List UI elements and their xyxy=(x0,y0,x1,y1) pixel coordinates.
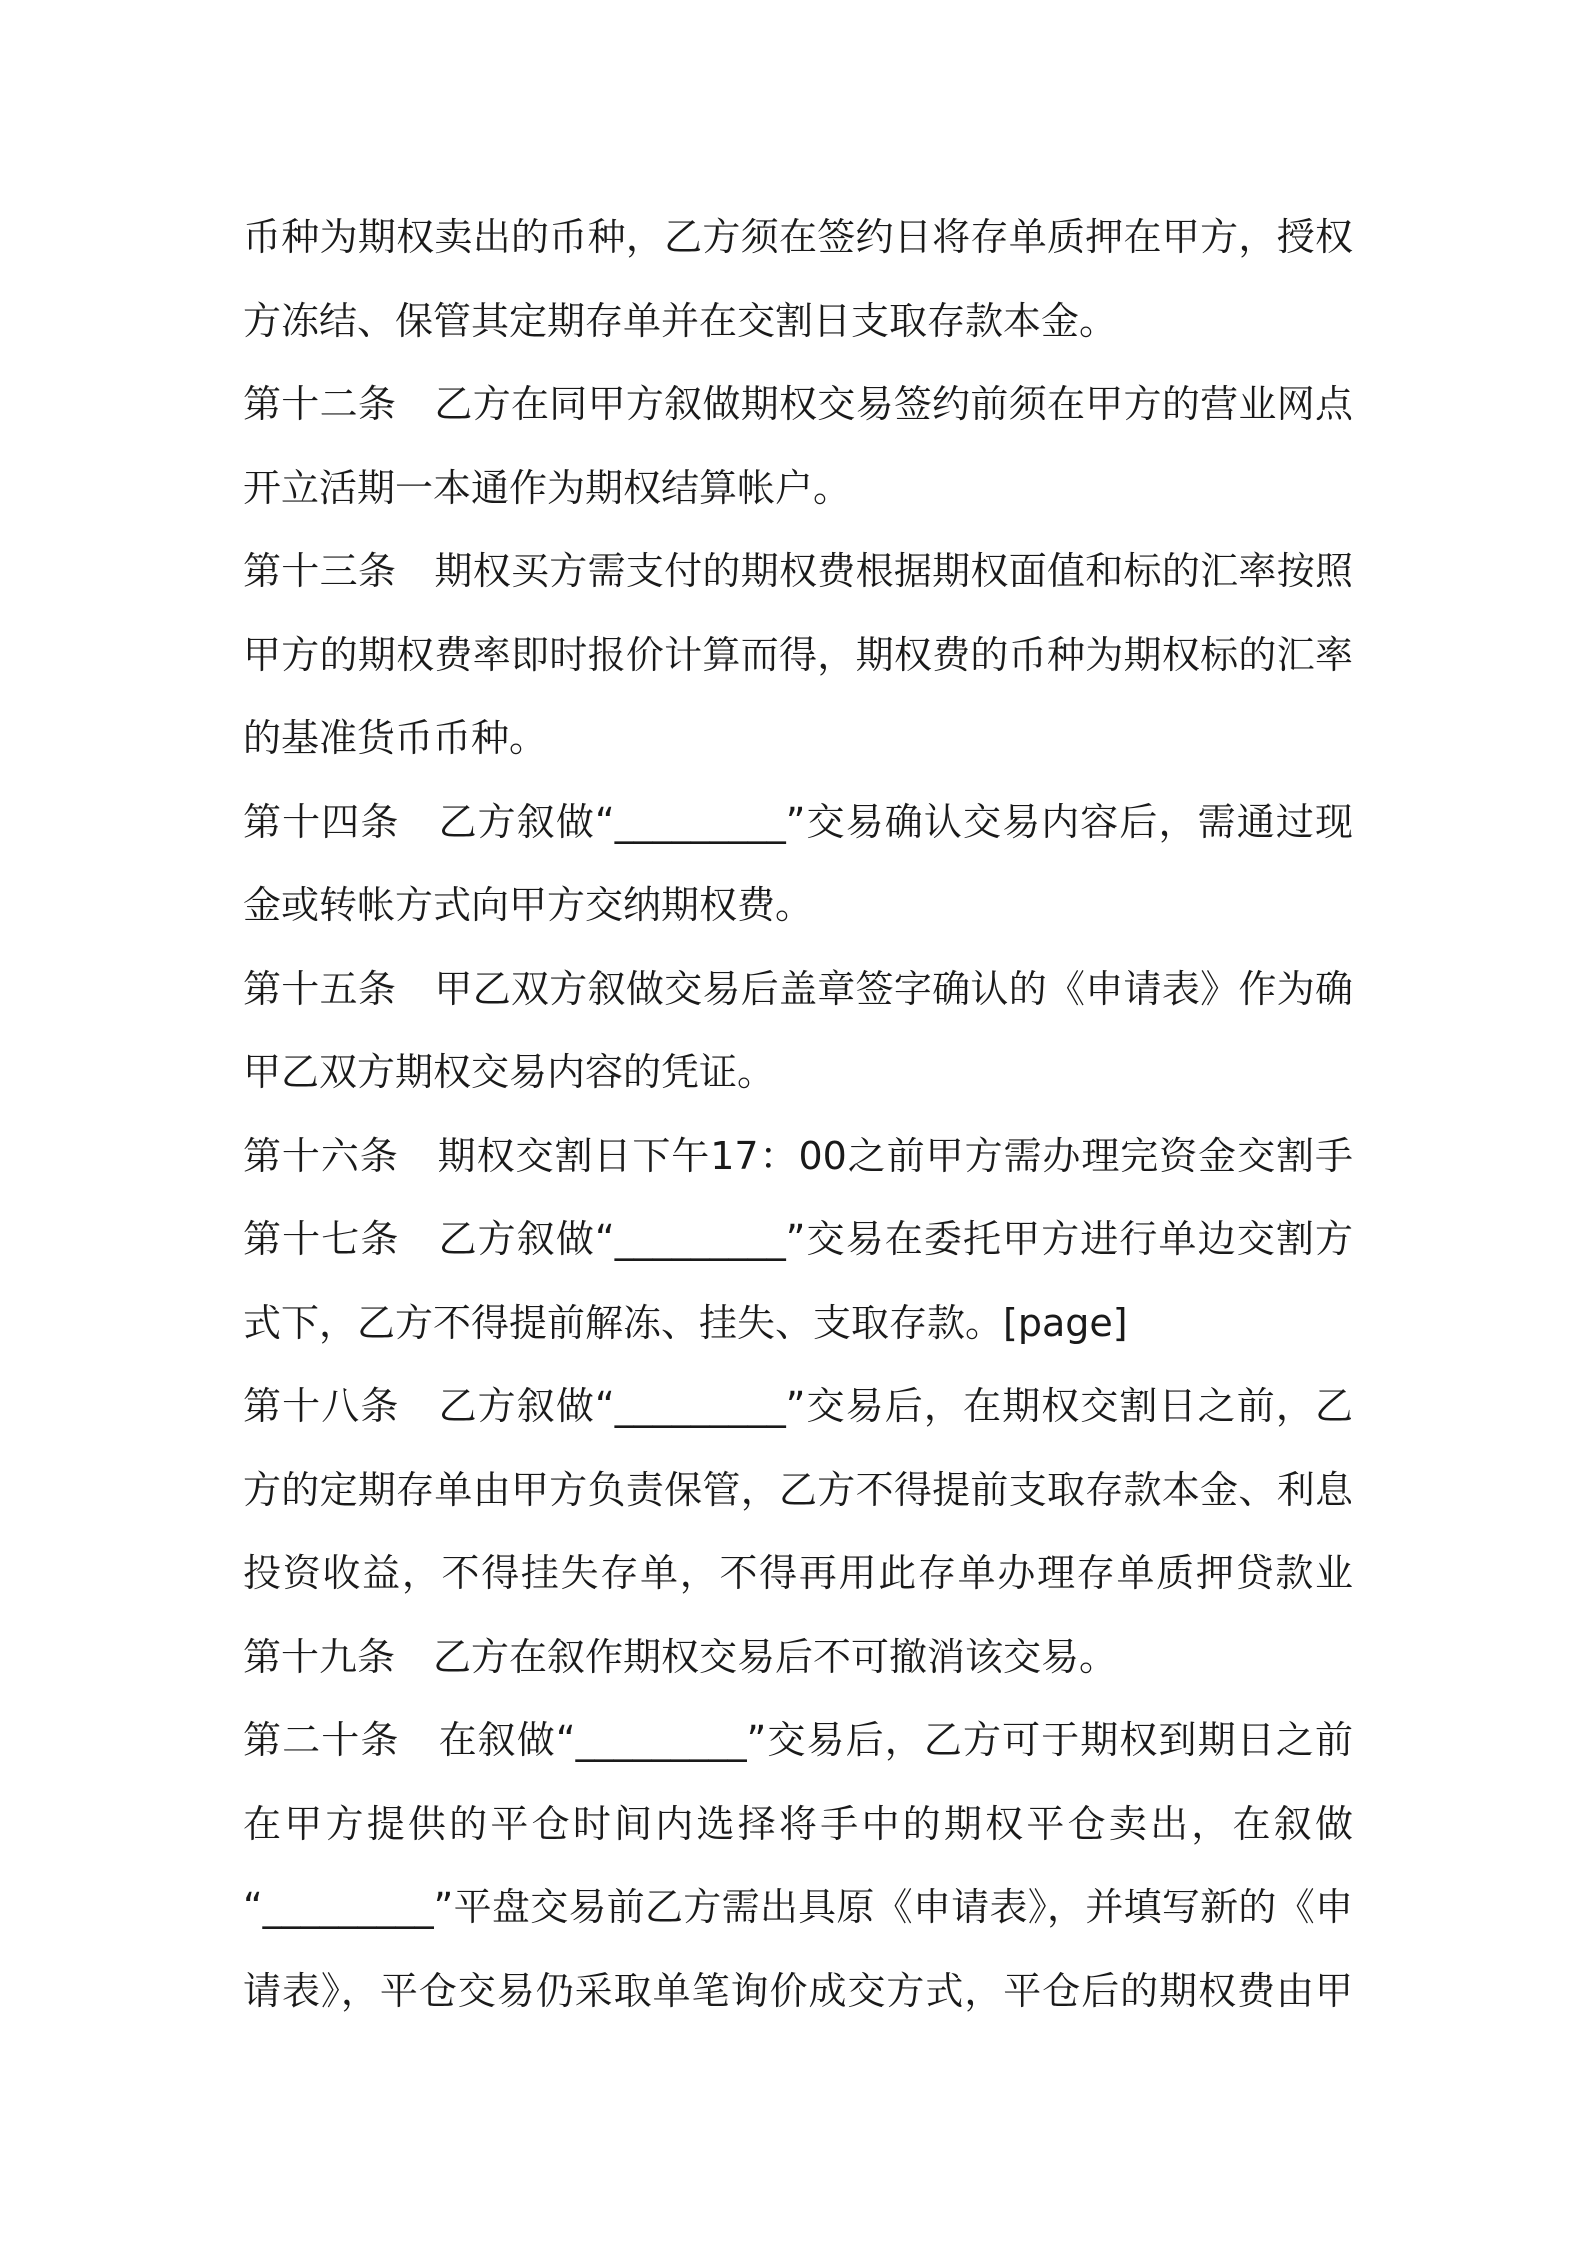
text-line: 第二十条 在叙做“_________”交易后，乙方可于期权到期日之前 xyxy=(243,1718,1353,1762)
text-line: 币种为期权卖出的币种，乙方须在签约日将存单质押在甲方，授权 xyxy=(243,215,1353,259)
text-line: 在甲方提供的平仓时间内选择将手中的期权平仓卖出，在叙做 xyxy=(243,1801,1353,1846)
text-line: “_________”平盘交易前乙方需出具原《申请表》，并填写新的《申 xyxy=(243,1885,1353,1929)
text-line: 第十九条 乙方在叙作期权交易后不可撤消该交易。 xyxy=(243,1634,1118,1679)
text-line: 甲方的期权费率即时报价计算而得，期权费的币种为期权标的汇率 xyxy=(243,632,1353,677)
text-line: 开立活期一本通作为期权结算帐户。 xyxy=(243,465,852,510)
text-line: 第十五条 甲乙双方叙做交易后盖章签字确认的《申请表》作为确 xyxy=(243,966,1353,1011)
text-line: 方的定期存单由甲方负责保管，乙方不得提前支取存款本金、利息 xyxy=(243,1467,1353,1512)
text-line: 请表》，平仓交易仍采取单笔询价成交方式，平仓后的期权费由甲 xyxy=(243,1968,1353,2013)
text-line: 第十三条 期权买方需支付的期权费根据期权面值和标的汇率按照 xyxy=(243,549,1353,593)
text-line: 第十八条 乙方叙做“_________”交易后，在期权交割日之前，乙 xyxy=(243,1384,1353,1428)
text-line: 式下，乙方不得提前解冻、挂失、支取存款。[page] xyxy=(243,1300,1128,1345)
text-line: 甲乙双方期权交易内容的凭证。 xyxy=(243,1050,776,1094)
text-line: 的基准货币币种。 xyxy=(243,716,548,760)
text-line: 方冻结、保管其定期存单并在交割日支取存款本金。 xyxy=(243,298,1118,343)
text-line: 金或转帐方式向甲方交纳期权费。 xyxy=(243,883,814,927)
text-line: 第十六条 期权交割日下午17：00之前甲方需办理完资金交割手 xyxy=(243,1133,1353,1178)
document-body xyxy=(243,196,1353,2033)
text-line: 第十二条 乙方在同甲方叙做期权交易签约前须在甲方的营业网点 xyxy=(243,382,1353,426)
text-line: 第十四条 乙方叙做“_________”交易确认交易内容后，需通过现 xyxy=(243,799,1353,844)
text-line: 第十七条 乙方叙做“_________”交易在委托甲方进行单边交割方 xyxy=(243,1217,1353,1261)
text-line: 投资收益，不得挂失存单，不得再用此存单办理存单质押贷款业 xyxy=(243,1551,1353,1595)
